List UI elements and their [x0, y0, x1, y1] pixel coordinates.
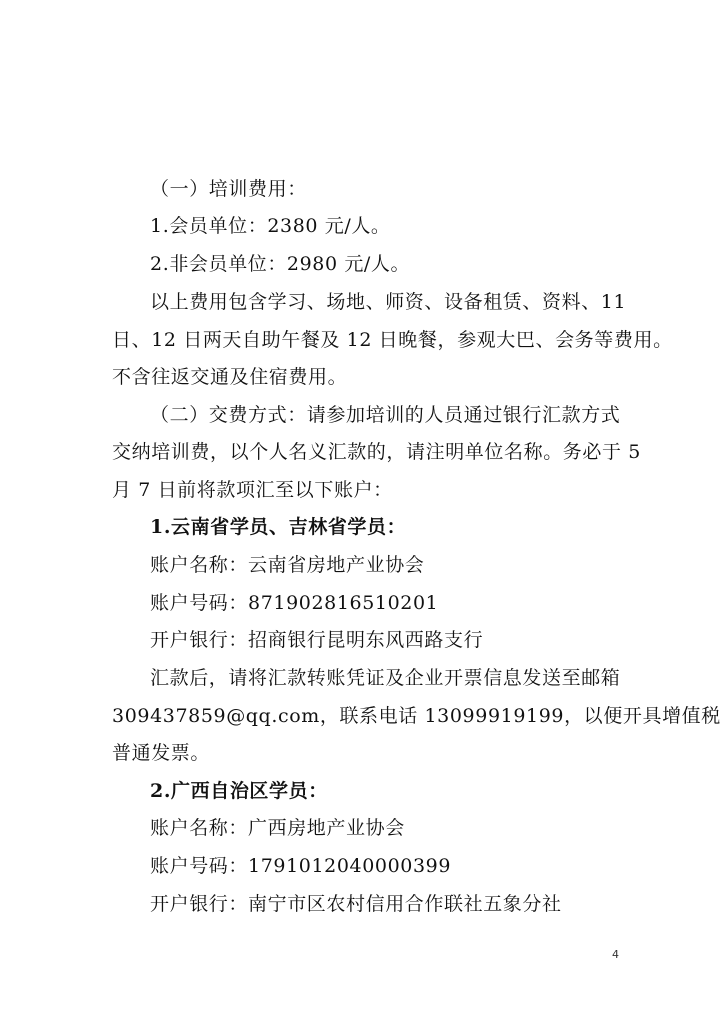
fee-included-line-1: 以上费用包含学习、场地、师资、设备租赁、资料、11	[150, 291, 627, 313]
fee-included-line-2: 日、12 日两天自助午餐及 12 日晚餐，参观大巴、会务等费用。	[112, 329, 673, 351]
page-number: 4	[612, 948, 619, 961]
guangxi-account-number: 账户号码：1791012040000399	[150, 855, 452, 877]
yunnan-remittance-note-line-1: 汇款后，请将汇款转账凭证及企业开票信息发送至邮箱	[150, 667, 621, 689]
payment-section-heading-line-3: 月 7 日前将款项汇至以下账户：	[112, 479, 393, 501]
yunnan-account-number: 账户号码：871902816510201	[150, 592, 439, 614]
yunnan-account-name: 账户名称：云南省房地产业协会	[150, 554, 425, 576]
fee-excluded-line: 不含往返交通及住宿费用。	[112, 366, 348, 388]
member-fee-line: 1.会员单位：2380 元/人。	[150, 215, 391, 237]
yunnan-remittance-note-line-3: 普通发票。	[112, 742, 211, 764]
yunnan-account-title: 1.云南省学员、吉林省学员：	[150, 516, 407, 538]
yunnan-account-bank: 开户银行：招商银行昆明东风西路支行	[150, 629, 484, 651]
guangxi-account-title: 2.广西自治区学员：	[150, 780, 328, 802]
nonmember-fee-line: 2.非会员单位：2980 元/人。	[150, 253, 411, 275]
guangxi-account-bank: 开户银行：南宁市区农村信用合作联社五象分社	[150, 893, 562, 915]
yunnan-remittance-note-line-2: 309437859@qq.com，联系电话 13099919199，以便开具增值税	[112, 705, 721, 727]
payment-section-heading-line-1: （二）交费方式：请参加培训的人员通过银行汇款方式	[150, 404, 621, 426]
fee-section-heading: （一）培训费用：	[150, 178, 307, 200]
guangxi-account-name: 账户名称：广西房地产业协会	[150, 817, 405, 839]
payment-section-heading-line-2: 交纳培训费，以个人名义汇款的，请注明单位名称。务必于 5	[112, 441, 641, 463]
